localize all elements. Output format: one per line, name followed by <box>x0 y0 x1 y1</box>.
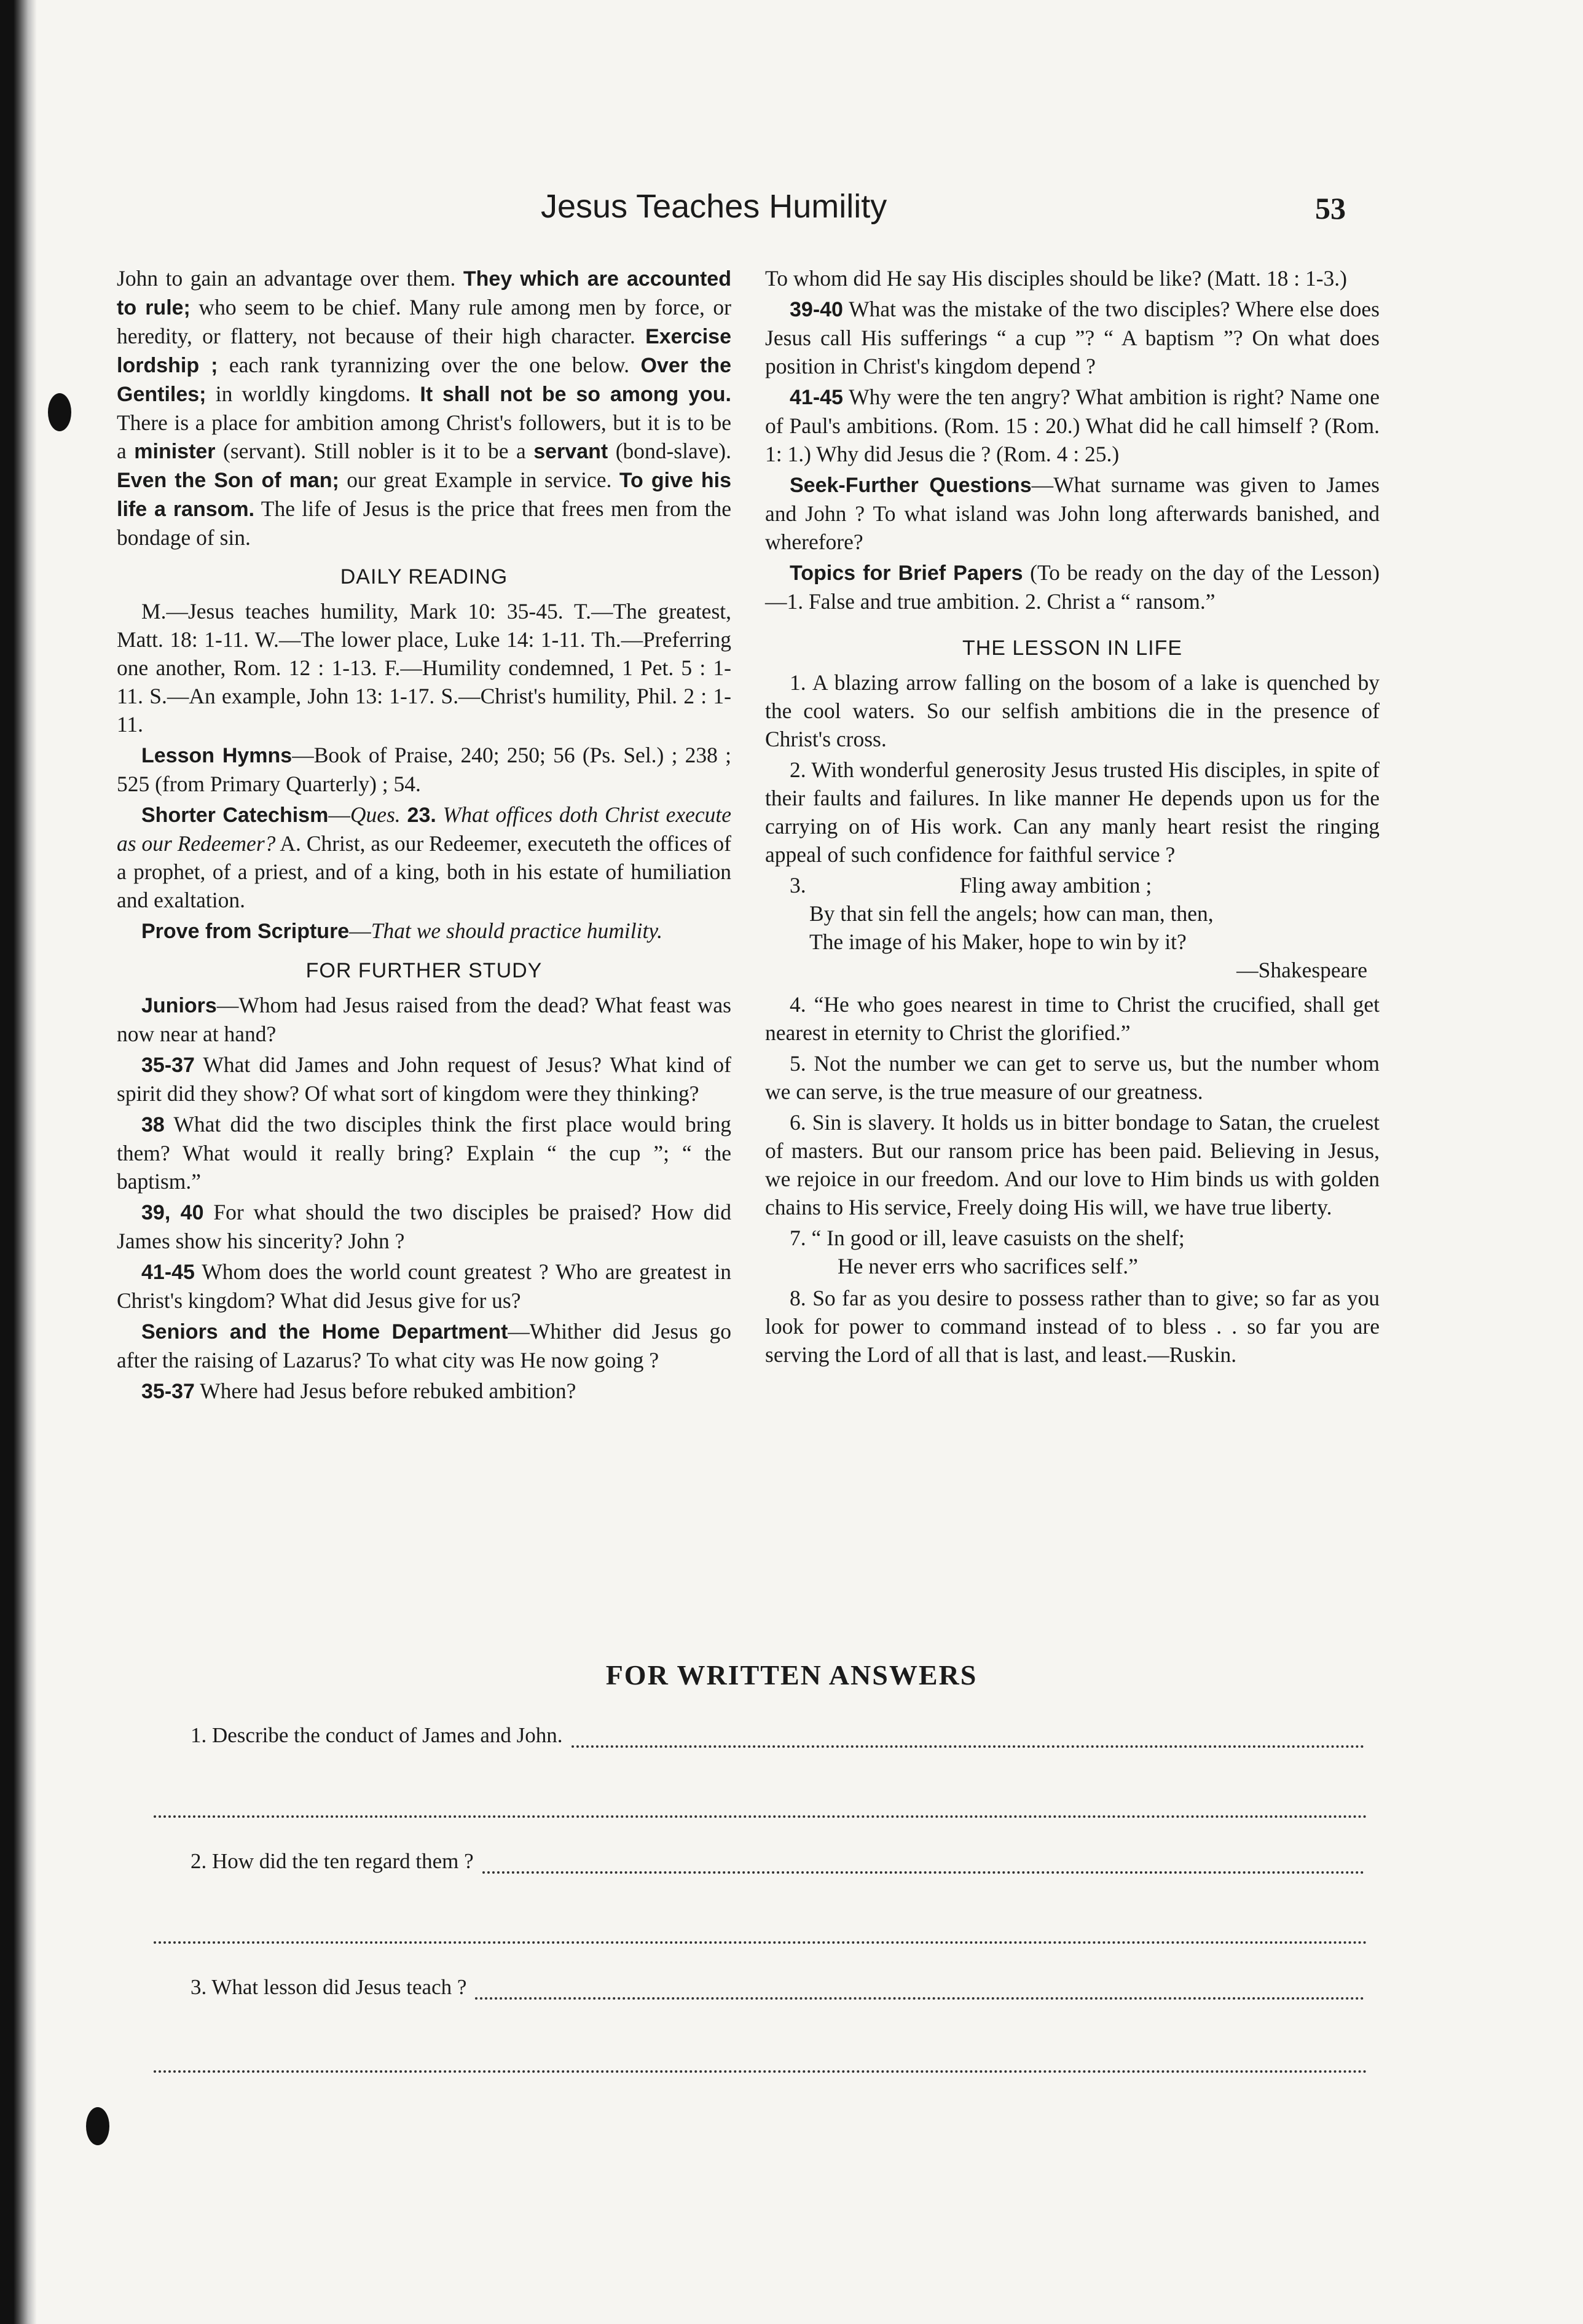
daily-reading-heading: DAILY READING <box>340 565 508 589</box>
quote-seven <box>765 1224 1380 1280</box>
bold-term: Even the Son of man; <box>117 469 339 492</box>
bold-term: servant <box>533 440 608 463</box>
italic-text: What offices doth Christ execute as our Redeemer? <box>117 802 732 856</box>
shorter-catechism <box>117 800 731 914</box>
text-run: each rank tyrannizing over the one below. <box>218 353 641 377</box>
bold-term: 39-40 <box>790 298 843 321</box>
text-run: For what should the two disciples be praised? How did James show his sincerity? John ? <box>117 1200 732 1253</box>
further-study-list <box>117 991 731 1406</box>
answer-line[interactable] <box>475 1979 1364 2000</box>
bold-term: 39, 40 <box>141 1201 204 1224</box>
text-run <box>401 802 407 827</box>
text-run: Why were the ten angry? What ambition is right? Name one of Paul's ambitions. (Rom. 15 : 20.) What did he call himself ? (Rom. 1: 1.) Why did Jesus die ? (Rom. 4 : 25.) <box>765 385 1380 466</box>
bold-term: minister <box>134 440 216 463</box>
page-number: 53 <box>1315 191 1346 225</box>
bold-term: It shall not be so among you. <box>420 383 731 406</box>
text-run: There is a place for ambition among Christ's followers, but it is to be a <box>117 410 731 463</box>
lesson-in-life-items <box>765 668 1380 869</box>
study-question <box>117 991 731 1048</box>
text-run: Whom does the world count greatest ? Who are greatest in Christ's kingdom? What did Jesus give for us? <box>117 1259 731 1313</box>
bold-term: 35-37 <box>141 1380 195 1403</box>
text-run: in worldly kingdoms. <box>206 381 420 406</box>
text-run: (servant). Still nobler is it to be a <box>215 439 534 463</box>
punch-hole-bottom <box>86 2107 109 2145</box>
answer-line[interactable] <box>154 1815 1367 1818</box>
bold-term: Seniors and the Home Department <box>141 1320 508 1344</box>
punch-hole-top <box>48 393 71 431</box>
lesson-item: 8. So far as you desire to possess rather than to give; so far as you look for power to command instead of to bless . . so far you are serving the Lord of all that is last, and least.—Ruskin. <box>765 1286 1380 1367</box>
text-run: What was the mistake of the two disciples? Where else does Jesus call His sufferings “ a cup ”? “ A baptism ”? On what does position in Christ's kingdom depend ? <box>765 297 1380 378</box>
answer-line[interactable] <box>482 1853 1364 1874</box>
bold-term: To give his life a ransom. <box>117 469 731 521</box>
question-row <box>191 1849 1364 1874</box>
text-run: A. Christ, as our Redeemer, executeth the offices of a prophet, of a priest, and of a king, both in his estate of humiliation and exaltation. <box>117 831 732 912</box>
poem-line: By that sin fell the angels; how can man, then, <box>809 901 1214 926</box>
question-text: 2. How did the ten regard them ? <box>191 1849 474 1873</box>
study-question <box>117 1258 731 1315</box>
bold-term: Lesson Hymns <box>141 744 293 767</box>
text-run: Where had Jesus before rebuked ambition? <box>194 1379 576 1403</box>
lesson-item: 4. “He who goes nearest in time to Christ the crucified, shall get nearest in eternity to Christ the glorified.” <box>765 992 1380 1045</box>
page-title: Jesus Teaches Humility <box>541 188 887 225</box>
right-column <box>765 264 1380 1371</box>
text-run: — <box>349 918 371 943</box>
study-question <box>117 1377 731 1406</box>
answer-line[interactable] <box>154 1941 1367 1944</box>
italic-text: That we should practice humility. <box>371 918 663 943</box>
lesson-item: 6. Sin is slavery. It holds us in bitter bondage to Satan, the cruelest of masters. But our ransom price has been paid. Believing in Jesus, we rejoice in our freedom. And our love to Him binds us with golden chains to His service, Freely doing His will, we have true liberty. <box>765 1110 1380 1219</box>
study-question <box>765 295 1380 380</box>
bold-term: 38 <box>141 1113 165 1137</box>
text-run: (To be ready on the day of the Lesson)—1. False and true ambition. 2. Christ a “ ransom.” <box>765 560 1380 614</box>
italic-text: Ques. <box>350 802 401 827</box>
written-answers-heading: FOR WRITTEN ANSWERS <box>605 1659 978 1691</box>
poem-line: Fling away ambition ; <box>959 873 1152 898</box>
question-text: 1. Describe the conduct of James and John. <box>191 1723 563 1747</box>
text-run: What did James and John request of Jesus? What kind of spirit did they show? Of what sort of kingdom were they thinking? <box>117 1052 731 1106</box>
bold-term: 41-45 <box>790 386 843 409</box>
lesson-item: 1. A blazing arrow falling on the bosom of a lake is quenched by the cool waters. So our selfish ambitions die in the presence of Christ's cross. <box>765 670 1380 751</box>
text-run: To whom did He say His disciples should be like? (Matt. 18 : 1-3.) <box>765 266 1348 291</box>
poem-attribution: —Shakespeare <box>1236 958 1367 982</box>
further-study-heading: FOR FURTHER STUDY <box>305 959 543 982</box>
quote-line: He never errs who sacrifices self.” <box>838 1254 1138 1278</box>
answer-line[interactable] <box>572 1727 1364 1748</box>
text-run <box>436 802 443 827</box>
bold-term: 41-45 <box>141 1261 195 1284</box>
text-run: who seem to be chief. Many rule among men by force, or heredity, or flattery, not because of their high character. <box>117 295 731 348</box>
daily-reading-text: M.—Jesus teaches humility, Mark 10: 35-45. T.—The greatest, Matt. 18: 1-11. W.—The lower place, Luke 14: 1-11. Th.—Preferring one another, Rom. 12 : 1-13. F.—Humility condemned, 1 Pet. 5 : 1-11. S.—An example, John 13: 1-17. S.—Christ's humility, Phil. 2 : 1-11. <box>117 599 731 737</box>
question-text: 3. What lesson did Jesus teach ? <box>191 1975 467 1999</box>
text-run: (bond-slave). <box>608 439 731 463</box>
study-question <box>765 471 1380 556</box>
bold-term: 35-37 <box>141 1054 195 1077</box>
text-run: The life of Jesus is the price that frees men from the bondage of sin. <box>117 496 731 550</box>
lesson-item: 5. Not the number we can get to serve us, but the number whom we can serve, is the true measure of our greatness. <box>765 1051 1380 1104</box>
lesson-hymns <box>117 741 731 798</box>
lesson-item: 2. With wonderful generosity Jesus trusted His disciples, in spite of their faults and failures. In like manner He depends upon us for the carrying on of His work. Can any manly heart resist the ringing appeal of such confidence for faithful service ? <box>765 757 1380 867</box>
prove-from-scripture <box>117 917 731 945</box>
poem-line: The image of his Maker, hope to win by it? <box>809 929 1187 954</box>
bold-term: Seek-Further Questions <box>790 474 1032 497</box>
lesson-in-life-items-2 <box>765 990 1380 1221</box>
text-run: our great Example in service. <box>339 468 619 492</box>
poem-quote <box>765 871 1380 984</box>
study-question <box>117 1050 731 1108</box>
lesson-in-life-heading: THE LESSON IN LIFE <box>962 636 1183 660</box>
quote-line: 7. “ In good or ill, leave casuists on the shelf; <box>790 1226 1185 1250</box>
bold-term: Topics for Brief Papers <box>790 561 1023 585</box>
bold-term: Exercise lordship ; <box>117 325 731 377</box>
bold-term: They which are accounted to rule; <box>117 267 731 319</box>
study-question <box>765 383 1380 468</box>
poem-number: 3. <box>790 873 806 898</box>
study-question <box>765 264 1380 292</box>
study-question <box>117 1110 731 1195</box>
study-question <box>117 1198 731 1255</box>
left-column <box>117 264 731 1408</box>
question-row <box>191 1975 1364 2000</box>
further-study-continued <box>765 264 1380 616</box>
binding-edge <box>0 0 37 2324</box>
text-run: —Book of Praise, 240; 250; 56 (Ps. Sel.) ; 238 ; 525 (from Primary Quarterly) ; 54. <box>117 743 731 796</box>
text-run: John to gain an advantage over them. <box>117 266 463 291</box>
text-run: —Whom had Jesus raised from the dead? What feast was now near at hand? <box>117 993 731 1046</box>
study-question <box>765 558 1380 616</box>
text-run: —Whither did Jesus go after the raising of Lazarus? To what city was He now going ? <box>117 1319 731 1372</box>
bold-term: Shorter Catechism <box>141 804 329 827</box>
bold-term: Over the Gentiles; <box>117 354 731 406</box>
lesson-notes-paragraph <box>117 264 731 552</box>
text-run: — <box>328 802 350 827</box>
bold-term: 23. <box>407 804 436 827</box>
text-run: What did the two disciples think the first place would bring them? What would it really bring? Explain “ the cup ”; “ the baptism.” <box>117 1112 731 1194</box>
text-run: —What surname was given to James and John ? To what island was John long afterwards banished, and wherefore? <box>765 472 1380 554</box>
question-row <box>191 1723 1364 1748</box>
bold-term: Juniors <box>141 994 217 1017</box>
answer-line[interactable] <box>154 2070 1367 2073</box>
study-question <box>117 1317 731 1374</box>
bold-term: Prove from Scripture <box>141 920 350 943</box>
